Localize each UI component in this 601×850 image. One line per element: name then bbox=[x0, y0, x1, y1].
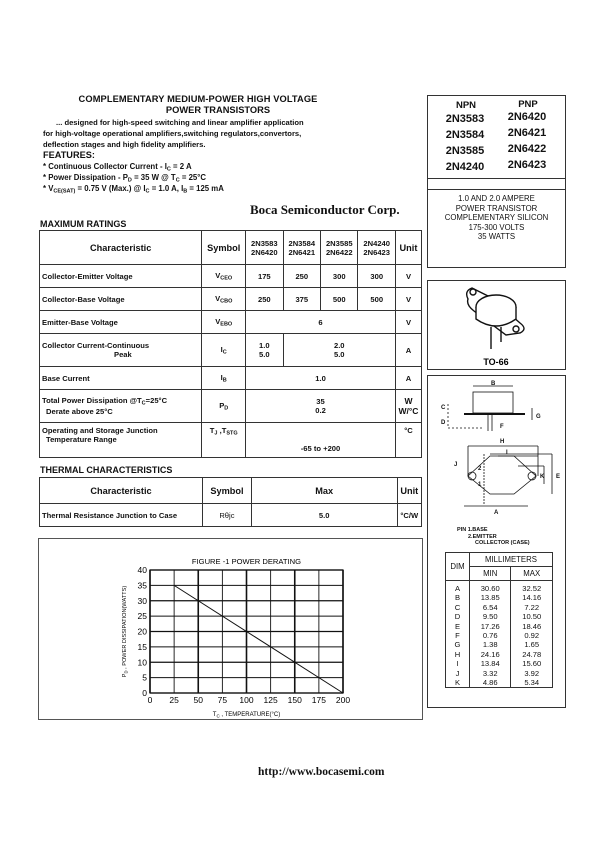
dim-letter: A bbox=[446, 581, 470, 594]
col-max: Max bbox=[251, 478, 397, 504]
pin-legend: PIN 1.BASE 2.EMITTER COLLECTOR (CASE) bbox=[457, 527, 530, 547]
dim-max: 3.92 bbox=[511, 669, 553, 678]
dim-label-b: B bbox=[491, 381, 496, 387]
package-name: TO-66 bbox=[483, 357, 509, 367]
y-tick-label: 25 bbox=[137, 611, 147, 622]
pnp-label: PNP bbox=[518, 99, 538, 110]
dim-letter: D bbox=[446, 612, 470, 621]
col-characteristic: Characteristic bbox=[40, 478, 203, 504]
dim-max: 10.50 bbox=[511, 612, 553, 621]
x-tick-label: 0 bbox=[147, 695, 153, 705]
y-tick-label: 5 bbox=[142, 672, 147, 683]
title-line-2: POWER TRANSISTORS bbox=[165, 105, 271, 115]
dim-min: 3.32 bbox=[469, 669, 511, 678]
chart-title: FIGURE -1 POWER DERATING bbox=[191, 557, 302, 566]
y-tick-label: 15 bbox=[137, 641, 147, 652]
spec-line: 1.0 AND 2.0 AMPERE bbox=[458, 194, 535, 203]
package-outline-drawing bbox=[428, 376, 565, 526]
dim-max: 14.16 bbox=[511, 593, 553, 602]
pin-label-1: 1 bbox=[478, 482, 482, 488]
dim-label-j: J bbox=[454, 462, 458, 468]
max-ratings-heading: MAXIMUM RATINGS bbox=[40, 219, 127, 229]
table-row: Total Power Dissipation $@T_C=25^\circ C$ Derate above 25°C $P_D$ 35 0.2 W W/°C bbox=[40, 390, 422, 423]
col-device: 2N3584 2N6421 bbox=[283, 231, 320, 265]
dimension-row bbox=[446, 650, 553, 659]
max-ratings-table bbox=[39, 230, 422, 458]
description-line: for high-voltage operational amplifiers,switching regulators,convertors, bbox=[43, 129, 302, 138]
dim-min: 4.86 bbox=[469, 678, 511, 688]
table-row: Operating and Storage Junction Temperature Range $T_J$ $,T_{STG}$ -65 to +200 °C bbox=[40, 423, 422, 458]
x-tick-label: 25 bbox=[169, 695, 179, 705]
power-derating-chart-box bbox=[38, 538, 423, 720]
dimension-row bbox=[446, 640, 553, 649]
dimension-row bbox=[446, 612, 553, 621]
dim-header: DIM bbox=[446, 553, 470, 581]
y-tick-label: 30 bbox=[137, 595, 147, 606]
npn-part: 2N3583 bbox=[445, 113, 485, 125]
title-line-1: COMPLEMENTARY MEDIUM-POWER HIGH VOLTAGE bbox=[78, 94, 318, 104]
dim-max: 1.65 bbox=[511, 640, 553, 649]
dim-label-d: D bbox=[441, 420, 446, 426]
dim-letter: B bbox=[446, 593, 470, 602]
thermal-table bbox=[39, 477, 422, 527]
col-device: 2N3585 2N6422 bbox=[321, 231, 358, 265]
features-heading: FEATURES: bbox=[43, 150, 95, 160]
x-tick-label: 150 bbox=[287, 695, 302, 705]
y-tick-label: 40 bbox=[137, 565, 147, 575]
x-tick-label: 50 bbox=[193, 695, 203, 705]
npn-part: 2N3585 bbox=[445, 145, 485, 157]
npn-label: NPN bbox=[455, 100, 477, 111]
dim-label-k: K bbox=[540, 474, 545, 480]
dim-label-h: H bbox=[500, 439, 505, 445]
dim-label-f: F bbox=[500, 424, 504, 430]
col-symbol: Symbol bbox=[202, 478, 251, 504]
spec-line: COMPLEMENTARY SILICON bbox=[444, 213, 549, 223]
derating-line bbox=[174, 585, 343, 693]
dim-label-g: G bbox=[536, 414, 541, 420]
dim-letter: G bbox=[446, 640, 470, 649]
dim-letter: K bbox=[446, 678, 470, 688]
dimension-row bbox=[446, 678, 553, 688]
col-symbol: Symbol bbox=[202, 231, 246, 265]
table-row: Collector Current-Continuous Peak $I_C$ 1.0 5.0 2.0 5.0 A bbox=[40, 334, 422, 367]
dimension-row bbox=[446, 581, 553, 594]
website-url[interactable]: http://www.bocasemi.com bbox=[258, 766, 385, 778]
dim-letter: J bbox=[446, 669, 470, 678]
dim-min: 13.84 bbox=[469, 659, 511, 668]
table-row: Collector-Emitter Voltage $V_{CEO}$ 175 250 300 300 V bbox=[40, 265, 422, 288]
pnp-part: 2N6423 bbox=[507, 159, 547, 171]
dim-label-e: E bbox=[556, 474, 561, 480]
power-derating-chart bbox=[39, 539, 422, 719]
dim-letter: E bbox=[446, 622, 470, 631]
col-characteristic: Characteristic bbox=[40, 231, 202, 265]
npn-part: 2N4240 bbox=[445, 161, 485, 173]
table-row: Collector-Base Voltage $V_{CBO}$ 250 375 500 500 V bbox=[40, 288, 422, 311]
dim-min: 0.76 bbox=[469, 631, 511, 640]
dim-letter: H bbox=[446, 650, 470, 659]
pin-label-2: 2 bbox=[478, 466, 482, 472]
dimensions-table bbox=[445, 552, 553, 688]
spec-summary-box bbox=[427, 178, 566, 268]
table-row: Thermal Resistance Junction to Case Rθjc 5.0 °C/W bbox=[40, 504, 422, 527]
table-row: Emitter-Base Voltage $V_{EBO}$ 6 V bbox=[40, 311, 422, 334]
dim-min: 17.26 bbox=[469, 622, 511, 631]
company-name: Boca Semiconductor Corp. bbox=[250, 202, 400, 217]
part-number-box bbox=[427, 95, 566, 190]
feature-item: * Power Dissipation - $P_D = 35$ W @ $T_C = 25^\circ C$ bbox=[43, 173, 206, 184]
spec-line: 35 WATTS bbox=[477, 232, 516, 242]
dim-max: 15.60 bbox=[511, 659, 553, 668]
col-device: 2N3583 2N6420 bbox=[246, 231, 283, 265]
dim-label-c: C bbox=[441, 405, 446, 411]
feature-item: * Continuous Collector Current - $I_C = 2$ A bbox=[43, 162, 192, 173]
max-header: MAX bbox=[511, 567, 553, 581]
y-tick-label: 0 bbox=[142, 688, 147, 698]
dim-max: 0.92 bbox=[511, 631, 553, 640]
dim-min: 1.38 bbox=[469, 640, 511, 649]
min-header: MIN bbox=[469, 567, 511, 581]
dimension-row bbox=[446, 603, 553, 612]
dim-min: 24.16 bbox=[469, 650, 511, 659]
package-image-box bbox=[427, 280, 566, 370]
col-device: 2N4240 2N6423 bbox=[358, 231, 395, 265]
dim-min: 9.50 bbox=[469, 612, 511, 621]
x-axis-label: $T_C$ , TEMPERATURE(°C) bbox=[212, 712, 281, 719]
dimension-row bbox=[446, 659, 553, 668]
pnp-part: 2N6421 bbox=[507, 127, 547, 139]
y-tick-label: 35 bbox=[137, 580, 147, 591]
dim-min: 6.54 bbox=[469, 603, 511, 612]
dim-letter: C bbox=[446, 603, 470, 612]
col-unit: Unit bbox=[395, 231, 421, 265]
pnp-part: 2N6420 bbox=[507, 111, 547, 123]
dim-max: 24.78 bbox=[511, 650, 553, 659]
x-tick-label: 100 bbox=[239, 695, 254, 705]
y-axis-label: $P_D$ , POWER DISSIPATION(WATTS) bbox=[122, 585, 129, 678]
spec-line: POWER TRANSISTOR bbox=[455, 203, 538, 213]
dimension-row bbox=[446, 593, 553, 602]
npn-part: 2N3584 bbox=[445, 129, 485, 141]
feature-item: * $V_{CE(SAT)} = 0.75$ V (Max.) @ $I_C = 1.0$ A, $I_B = 125$ mA bbox=[43, 184, 224, 195]
dimension-row bbox=[446, 669, 553, 678]
dimension-row bbox=[446, 622, 553, 631]
to66-package-icon bbox=[428, 281, 565, 369]
dim-max: 7.22 bbox=[511, 603, 553, 612]
table-row: Base Current $I_B$ 1.0 A bbox=[40, 367, 422, 390]
dim-label-i: I bbox=[506, 450, 508, 456]
col-unit: Unit bbox=[397, 478, 421, 504]
spec-line: 175-300 VOLTS bbox=[468, 222, 525, 232]
dimension-row bbox=[446, 631, 553, 640]
dim-letter: I bbox=[446, 659, 470, 668]
description-line: ... designed for high-speed switching and linear amplifier application bbox=[56, 118, 304, 127]
unit-header: MILLIMETERS bbox=[469, 553, 552, 567]
dim-max: 32.52 bbox=[511, 581, 553, 594]
y-tick-label: 20 bbox=[137, 626, 147, 637]
dim-label-a: A bbox=[494, 510, 499, 516]
x-tick-label: 200 bbox=[335, 695, 351, 705]
x-tick-label: 175 bbox=[311, 695, 326, 705]
dim-letter: F bbox=[446, 631, 470, 640]
description-line: deflection stages and high fidelity amplifiers. bbox=[43, 140, 206, 149]
dim-min: 13.85 bbox=[469, 593, 511, 602]
y-tick-label: 10 bbox=[137, 657, 147, 668]
dim-max: 5.34 bbox=[511, 678, 553, 688]
x-tick-label: 75 bbox=[217, 695, 228, 705]
dim-max: 18.46 bbox=[511, 622, 553, 631]
x-tick-label: 125 bbox=[263, 695, 278, 705]
pnp-part: 2N6422 bbox=[507, 143, 547, 155]
thermal-heading: THERMAL CHARACTERISTICS bbox=[40, 465, 173, 475]
dim-min: 30.60 bbox=[469, 581, 511, 594]
